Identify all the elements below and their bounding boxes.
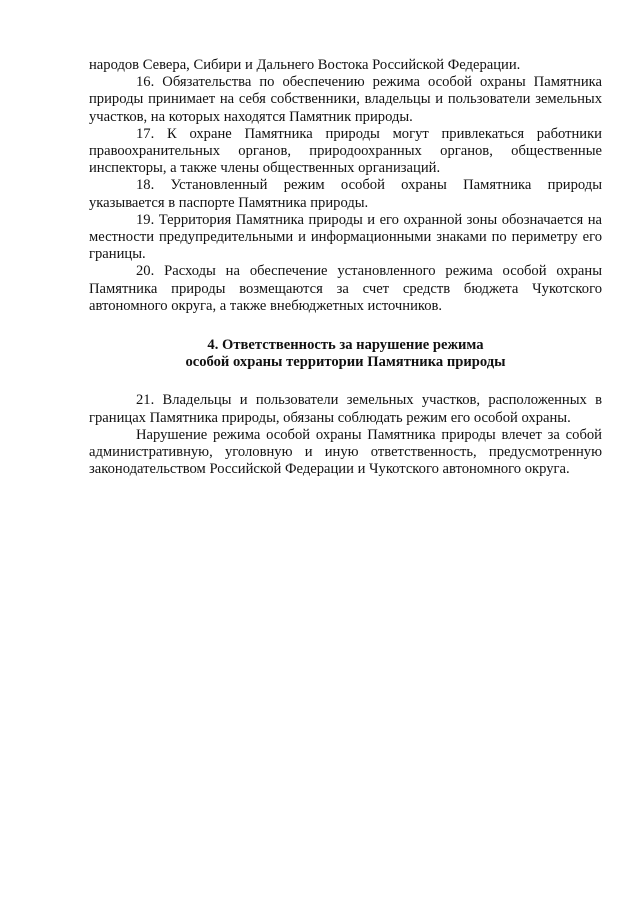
section-4-heading (89, 337, 602, 371)
clause-19: 19. Территория Памятника природы и его охранной зоны обозначается на местности предупредительными и информационными знаками по периметру его границы. (89, 211, 602, 263)
document-body (89, 57, 602, 478)
clause-16: 16. Обязательства по обеспечению режима особой охраны Памятника природы принимает на себя собственники, владельцы и пользователи земельных участков, на которых находятся Памятник природы. (89, 74, 602, 125)
clause-20: 20. Расходы на обеспечение установленного режима особой охраны Памятника природы возмещаются за счет средств бюджета Чукотского автономного округа, а также внебюджетных источников. (89, 263, 602, 314)
clause-21: 21. Владельцы и пользователи земельных участков, расположенных в границах Памятника природы, обязаны соблюдать режим его особой охраны. (89, 392, 602, 426)
continuation-text: народов Севера, Сибири и Дальнего Востока Российской Федерации. (89, 57, 521, 73)
clause-17: 17. К охране Памятника природы могут привлекаться работники правоохранительных органов, природоохранных органов, общественные инспекторы, а также члены общественных организаций. (89, 125, 602, 177)
section-4-heading-line1: 4. Ответственность за нарушение режима (207, 337, 484, 354)
liability-paragraph: Нарушение режима особой охраны Памятника природы влечет за собой административную, уголовную и иную ответственность, предусмотренную законодательством Российской Федерации и Чукотского автономного округа. (89, 426, 602, 478)
section-4-heading-line2: особой охраны территории Памятника природы (185, 354, 506, 371)
clause-18: 18. Установленный режим особой охраны Памятника природы указывается в паспорте Памятника природы. (89, 177, 602, 211)
